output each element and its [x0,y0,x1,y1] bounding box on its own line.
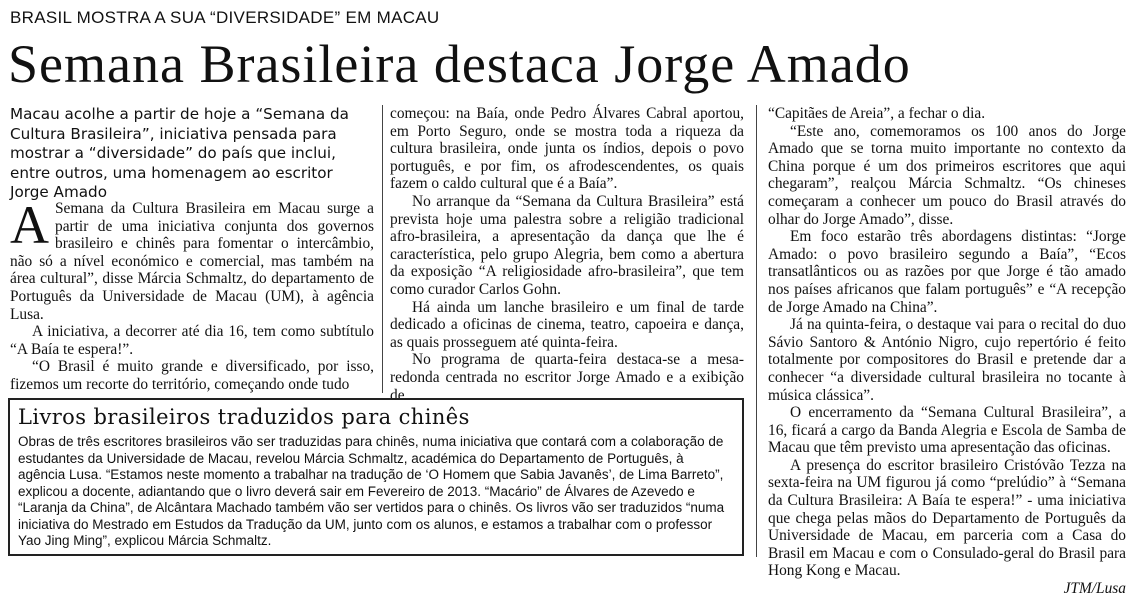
body-paragraph-1 [10,195,374,323]
body-paragraph-4: começou: na Baía, onde Pedro Álvares Cabral aportou, em Porto Seguro, onde se mostra toda a riqueza da cultura brasileira, onde junta os índios, depois o povo português, e por fim, os afrodescendentes, os quais fazem o caldo cultural que é a Baía”. [390,105,744,193]
body-column-1 [10,195,374,394]
sidebar-body: Obras de três escritores brasileiros vão ser traduzidas para chinês, numa iniciativa que contará com a colaboração de estudantes da Universidade de Macau, revelou Márcia Schmaltz, académica do Departamento de Português, à agência Lusa. “Estamos neste momento a trabalhar na tradução de ‘O Homem que Sabia Javanês’, de Lima Barreto”, explicou a docente, adiantando que o livro deverá sair em Fevereiro de 2013. “Macário” de Álvares de Azevedo e “Laranja da China”, de Alcântara Machado também vão ser vertidos para o chinês. Os livros vão ser traduzidos “numa iniciativa do Mestrado em Estudos da Tradução da UM, junto com os alunos, e estamos a trabalhar com o professor Yao Jing Ming”, explicou Márcia Schmaltz. [18,434,725,548]
body-paragraph-3: “O Brasil é muito grande e diversificado, por isso, fizemos um recorte do território, começando onde tudo [10,358,374,393]
kicker: BRASIL MOSTRA A SUA “DIVERSIDADE” EM MACAU [10,8,440,27]
headline: Semana Brasileira destaca Jorge Amado [8,34,911,94]
body-paragraph-9: “Este ano, comemoramos os 100 anos do Jorge Amado que se torna muito importante no contexto da China porque é um dos primeiros escritores que aqui chegaram”, realçou Márcia Schmaltz. “Os chineses começaram a conhecer um pouco do Brasil através do olhar do Jorge Amado”, disse. [768,122,1126,228]
body-paragraph-1-text: Semana da Cultura Brasileira em Macau surge a partir de uma iniciativa conjunta dos governos brasileiro e chinês para fomentar o intercâmbio, não só a nível económico e comercial, mas também na área cultural”, disse Márcia Schmaltz, do departamento de Português da Universidade de Macau (UM), à agência Lusa. [10,200,374,323]
lead-paragraph: Macau acolhe a partir de hoje a “Semana da Cultura Brasileira”, iniciativa pensada para mostrar a “diversidade” do país que inclui, entre outros, uma homenagem ao escritor Jorge Amado [10,105,349,201]
drop-cap: A [10,195,49,255]
body-paragraph-13: A presença do escritor brasileiro Cristóvão Tezza na sexta-feira na UM figurou já como “prelúdio” à “Semana da Cultura Brasileira: A Baía te espera!” - uma iniciativa que chega pelas mãos do Departamento de Português da Universidade de Macau, em parceria com a Casa do Brasil em Macau e com o Consulado-geral do Brasil para Hong Kong e Macau. [768,456,1126,580]
body-column-3 [768,105,1126,598]
body-paragraph-2: A iniciativa, a decorrer até dia 16, tem como subtítulo “A Baía te espera!”. [10,323,374,358]
body-paragraph-11: Já na quinta-feira, o destaque vai para o recital do duo Sávio Santoro & António Nigro, cujo repertório é feito totalmente por compositores do Brasil e pretende dar a conhecer “a diversidade cultural brasileira no tocante à música clássica”. [768,316,1126,404]
body-paragraph-7: No programa de quarta-feira destaca-se a mesa-redonda centrada no escritor Jorge Amado e a exibição de [390,351,744,404]
body-paragraph-6: Há ainda um lanche brasileiro e um final de tarde dedicado a oficinas de cinema, teatro, capoeira e dança, as quais prosseguem até quinta-feira. [390,298,744,351]
column-rule-1 [382,105,383,393]
column-rule-2 [756,105,757,557]
sidebar-box [8,398,744,556]
sidebar-title: Livros brasileiros traduzidos para chinês [18,405,470,429]
body-paragraph-10: Em foco estarão três abordagens distintas: “Jorge Amado: o povo brasileiro segundo a Baía”, “Ecos transatlânticos ou as razões por que Jorge é tão amado nos países africanos que falam português” e “A recepção de Jorge Amado na China”. [768,228,1126,316]
byline-credit: JTM/Lusa [1063,580,1126,598]
body-paragraph-5: No arranque da “Semana da Cultura Brasileira” está prevista hoje uma palestra sobre a religião tradicional afro-brasileira, a apresentação da dança que lhe é característica, pelo grupo Alegria, bem como a abertura da exposição “A religiosidade afro-brasileira”, que tem como curador Carlos Gohn. [390,192,744,298]
body-column-2 [390,105,744,404]
body-paragraph-12: O encerramento da “Semana Cultural Brasileira”, a 16, ficará a cargo da Banda Alegria e Escola de Samba de Macau que têm previsto uma apresentação das oficinas. [768,404,1126,457]
body-paragraph-8: “Capitães de Areia”, a fechar o dia. [768,105,986,122]
